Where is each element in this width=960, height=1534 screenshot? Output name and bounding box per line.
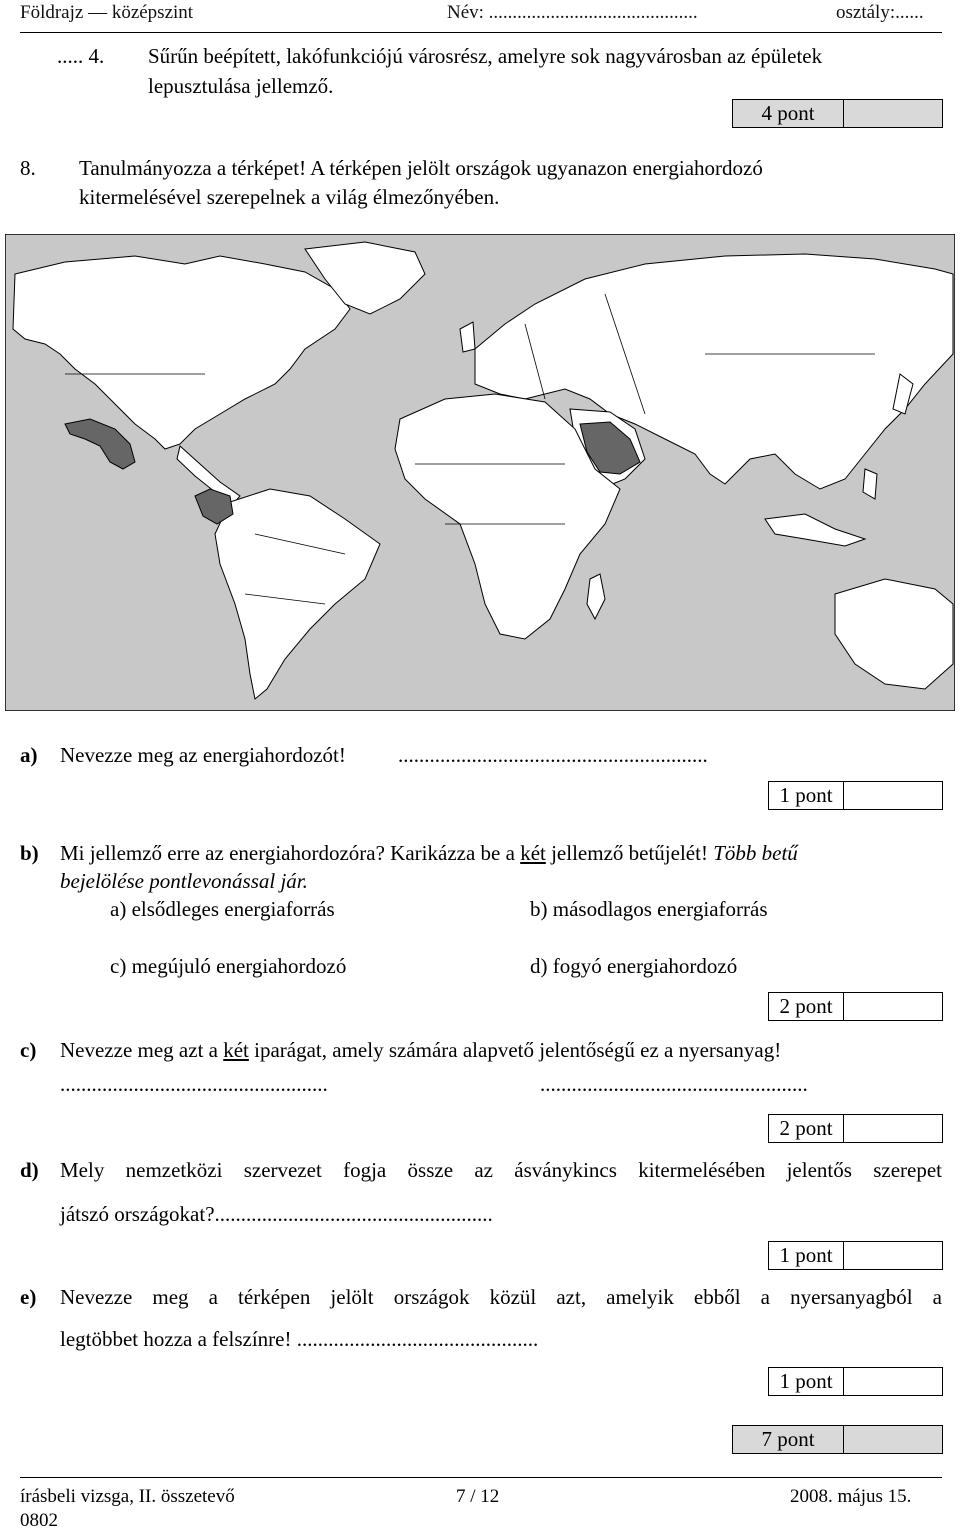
qb-italic-line2: bejelölése pontlevonással jár. xyxy=(60,869,308,893)
q4-line2: lepusztulása jellemző. xyxy=(148,74,334,98)
footer-date: 2008. május 15. xyxy=(790,1486,912,1507)
q4-points-box xyxy=(732,99,943,128)
qa-points-box xyxy=(768,781,943,810)
qc-answer-blank-1[interactable]: ................................................... xyxy=(60,1072,328,1096)
qd-line1: Mely nemzetközi szervezet fogja össze az ásványkincs kitermelésében jelentős szerepet xyxy=(60,1158,942,1182)
qa-points: 1 pont xyxy=(779,783,833,807)
q8-number: 8. xyxy=(20,156,36,180)
world-map xyxy=(5,234,955,711)
qd-points: 1 pont xyxy=(779,1243,833,1267)
qb-points: 2 pont xyxy=(779,994,833,1018)
q8-line1: Tanulmányozza a térképet! A térképen jelölt országok ugyanazon energiahordozó xyxy=(79,156,763,180)
qc-points: 2 pont xyxy=(779,1116,833,1140)
qc-text-part2: iparágat, amely számára alapvető jelentőségű ez a nyersanyag! xyxy=(248,1038,782,1062)
qb-text-underlined: két xyxy=(520,841,546,865)
q4-score-field[interactable] xyxy=(843,100,942,127)
qa-score-field[interactable] xyxy=(843,782,942,809)
qa-text: Nevezze meg az energiahordozót! xyxy=(60,743,346,767)
qc-letter: c) xyxy=(20,1038,37,1062)
qc-points-box xyxy=(768,1114,943,1143)
qb-points-box xyxy=(768,992,943,1021)
footer-code: 0802 xyxy=(20,1510,58,1531)
q4-points: 4 pont xyxy=(761,101,815,125)
qd-line2[interactable]: játszó országokat?..................................................... xyxy=(60,1202,493,1226)
qe-points: 1 pont xyxy=(779,1369,833,1393)
qd-letter: d) xyxy=(20,1158,39,1182)
footer-page: 7 / 12 xyxy=(456,1486,500,1507)
q4-prefix: ..... 4. xyxy=(57,44,105,68)
header-rule xyxy=(20,32,942,33)
qe-line2[interactable]: legtöbbet hozza a felszínre! .............................................. xyxy=(60,1327,539,1351)
qc-score-field[interactable] xyxy=(843,1115,942,1142)
qb-note xyxy=(60,869,308,894)
header-name-label: Név: ............................................ xyxy=(447,2,698,23)
qe-letter: e) xyxy=(20,1285,37,1309)
qc-text-underlined: két xyxy=(223,1038,249,1062)
qb-option-a[interactable]: a) elsődleges energiaforrás xyxy=(110,897,335,921)
q8-line2: kitermelésével szerepelnek a világ élmezőnyében. xyxy=(79,185,500,209)
qd-score-field[interactable] xyxy=(843,1242,942,1269)
qe-line1: Nevezze meg a térképen jelölt országok közül azt, amelyik ebből a nyersanyagból a xyxy=(60,1285,942,1309)
footer-rule xyxy=(20,1477,942,1478)
qb-letter: b) xyxy=(20,841,39,865)
qa-letter: a) xyxy=(20,743,38,767)
total-score-field[interactable] xyxy=(843,1426,942,1453)
qb-text-part2: jellemző betűjelét! xyxy=(545,841,714,865)
qe-score-field[interactable] xyxy=(843,1368,942,1395)
footer-left: írásbeli vizsga, II. összetevő xyxy=(20,1486,235,1507)
header-class-label: osztály:...... xyxy=(836,2,924,23)
qb-option-d[interactable]: d) fogyó energiahordozó xyxy=(530,954,738,978)
header-subject: Földrajz — középszint xyxy=(20,2,194,23)
qc-answer-blank-2[interactable]: ................................................... xyxy=(540,1072,808,1096)
qb-text-part1: Mi jellemző erre az energiahordozóra? Karikázza be a xyxy=(60,841,521,865)
qb-italic-line1: Több betű xyxy=(713,841,798,865)
qe-points-box xyxy=(768,1367,943,1396)
qb-score-field[interactable] xyxy=(843,993,942,1020)
qb-option-c[interactable]: c) megújuló energiahordozó xyxy=(110,954,347,978)
qc-text-part1: Nevezze meg azt a xyxy=(60,1038,224,1062)
q4-line1: Sűrűn beépített, lakófunkciójú városrész, amelyre sok nagyvárosban az épületek xyxy=(148,44,823,68)
total-points-box xyxy=(732,1425,943,1454)
qb-question xyxy=(60,841,798,866)
qc-question xyxy=(60,1038,781,1063)
qd-points-box xyxy=(768,1241,943,1270)
total-points: 7 pont xyxy=(761,1427,815,1451)
qa-answer-blank[interactable]: ........................................................... xyxy=(398,743,708,767)
qb-option-b[interactable]: b) másodlagos energiaforrás xyxy=(530,897,768,921)
